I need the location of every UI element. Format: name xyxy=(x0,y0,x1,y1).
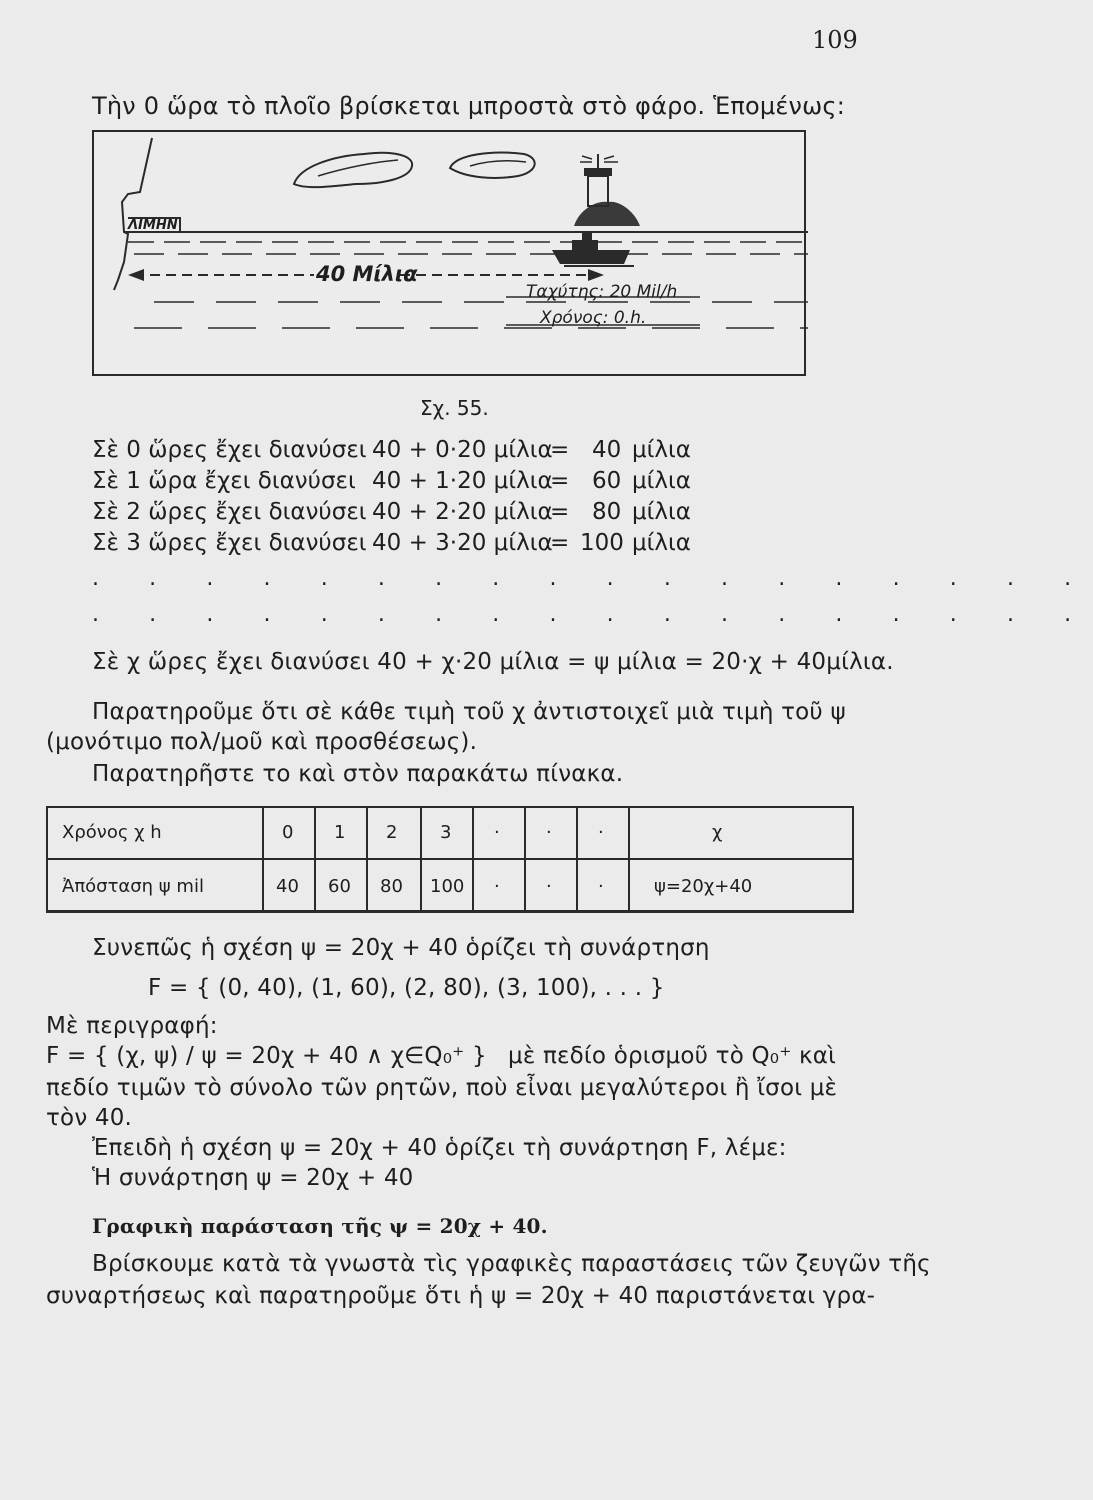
table-header-cell: Ἀπόσταση ψ mil xyxy=(62,876,204,897)
row-lead: Σὲ 3 ὥρες ἔχει διανύσει xyxy=(92,530,367,556)
row-unit: μίλια xyxy=(632,530,691,556)
table-divider xyxy=(46,806,48,912)
row-equals: = xyxy=(550,437,570,463)
distance-row xyxy=(92,529,792,557)
lighthouse-icon xyxy=(574,154,640,226)
row-value: 80 xyxy=(592,499,622,525)
description-label: Μὲ περιγραφή: xyxy=(46,1013,218,1039)
description-domain: μὲ πεδίο ὁρισμοῦ τὸ Q₀⁺ καὶ xyxy=(508,1043,837,1069)
general-row: Σὲ χ ὥρες ἔχει διανύσει 40 + χ·20 μίλια = ψ μίλια = 20·χ + 40μίλια. xyxy=(92,649,894,675)
row-unit: μίλια xyxy=(632,468,691,494)
table-cell: · xyxy=(494,876,500,897)
row-expr: 40 + 2·20 μίλια xyxy=(372,499,553,525)
description-line: τὸν 40. xyxy=(46,1105,133,1131)
body-line: Βρίσκουμε κατὰ τὰ γνωστὰ τὶς γραφικὲς παραστάσεις τῶν ζευγῶν τῆς xyxy=(92,1251,931,1277)
table-mid-rule xyxy=(46,858,854,860)
table-cell: 40 xyxy=(276,876,299,897)
row-equals: = xyxy=(550,468,570,494)
table-cell: · xyxy=(494,822,500,843)
function-name: Ἡ συνάρτηση ψ = 20χ + 40 xyxy=(92,1165,414,1191)
table-cell: · xyxy=(598,876,604,897)
ship-icon xyxy=(552,232,634,266)
body-line: συναρτήσεως καὶ παρατηροῦμε ὅτι ἡ ψ = 20χ + 40 παριστάνεται γρα- xyxy=(46,1283,876,1309)
cloud-detail-2 xyxy=(470,161,526,166)
table-divider xyxy=(472,806,474,912)
time-label: Χρόνος: 0.h. xyxy=(540,308,647,328)
distance-row xyxy=(92,467,792,495)
table-divider xyxy=(262,806,264,912)
table-bottom-rule xyxy=(46,910,854,913)
page-number: 109 xyxy=(812,26,858,54)
values-table xyxy=(46,806,854,914)
distance-row xyxy=(92,498,792,526)
table-top-rule xyxy=(46,806,854,808)
row-unit: μίλια xyxy=(632,437,691,463)
table-cell: 1 xyxy=(334,822,346,843)
since-line: Ἐπειδὴ ἡ σχέση ψ = 20χ + 40 ὁρίζει τὴ συνάρτηση F, λέμε: xyxy=(92,1135,787,1161)
row-expr: 40 + 3·20 μίλια xyxy=(372,530,553,556)
table-cell: 3 xyxy=(440,822,452,843)
description-formula: F = { (χ, ψ) / ψ = 20χ + 40 ∧ χ∈Q₀⁺ } xyxy=(46,1043,487,1069)
table-cell: 2 xyxy=(386,822,398,843)
conclusion-line: Συνεπῶς ἡ σχέση ψ = 20χ + 40 ὁρίζει τὴ συνάρτηση xyxy=(92,935,710,961)
row-expr: 40 + 0·20 μίλια xyxy=(372,437,553,463)
row-value: 60 xyxy=(592,468,622,494)
cloud-icon xyxy=(294,153,412,187)
speed-label: Ταχύτης: 20 Mil/h xyxy=(526,282,678,302)
row-lead: Σὲ 1 ὥρα ἔχει διανύσει xyxy=(92,468,356,494)
ellipsis-line: . . . . . . . . . . . . . . . . . . xyxy=(92,602,1093,627)
table-divider xyxy=(628,806,630,912)
table-cell: 0 xyxy=(282,822,294,843)
row-lead: Σὲ 2 ὥρες ἔχει διανύσει xyxy=(92,499,367,525)
coastline xyxy=(114,138,152,290)
intro-line: Τὴν 0 ὥρα τὸ πλοῖο βρίσκεται μπροστὰ στὸ φάρο. Ἑπομένως: xyxy=(92,92,845,120)
table-cell: · xyxy=(598,822,604,843)
table-divider xyxy=(420,806,422,912)
table-divider xyxy=(366,806,368,912)
cloud-detail xyxy=(318,160,398,176)
row-value: 40 xyxy=(592,437,622,463)
row-value: 100 xyxy=(580,530,624,556)
observe-line: Παρατηροῦμε ὅτι σὲ κάθε τιμὴ τοῦ χ ἀντιστοιχεῖ μιὰ τιμὴ τοῦ ψ xyxy=(92,699,846,725)
row-lead: Σὲ 0 ὥρες ἔχει διανύσει xyxy=(92,437,367,463)
distance-label: 40 Μίλια xyxy=(316,262,418,286)
figure-ship-lighthouse xyxy=(92,130,806,376)
ellipsis-line: . . . . . . . . . . . . . . . . . . xyxy=(92,566,1093,591)
table-cell: ψ=20χ+40 xyxy=(654,876,753,897)
row-expr: 40 + 1·20 μίλια xyxy=(372,468,553,494)
table-divider xyxy=(524,806,526,912)
table-divider xyxy=(576,806,578,912)
distance-row xyxy=(92,436,792,464)
observe-line: Παρατηρῆστε το καὶ στὸν παρακάτω πίνακα. xyxy=(92,761,624,787)
function-set: F = { (0, 40), (1, 60), (2, 80), (3, 100), . . . } xyxy=(148,975,665,1001)
observe-line: (μονότιμο πολ/μοῦ καὶ προσθέσεως). xyxy=(46,729,478,755)
table-cell: χ xyxy=(712,822,723,843)
figure-drawing xyxy=(94,132,808,378)
table-divider xyxy=(852,806,854,912)
row-equals: = xyxy=(550,499,570,525)
table-divider xyxy=(314,806,316,912)
table-cell: 80 xyxy=(380,876,403,897)
cloud-icon-2 xyxy=(450,153,535,178)
table-cell: 60 xyxy=(328,876,351,897)
section-heading: Γραφικὴ παράσταση τῆς ψ = 20χ + 40. xyxy=(92,1214,548,1238)
row-equals: = xyxy=(550,530,570,556)
harbor-label: ΛΙΜΗΝ xyxy=(128,218,178,233)
table-cell: · xyxy=(546,876,552,897)
table-header-cell: Χρόνος χ h xyxy=(62,822,162,843)
row-unit: μίλια xyxy=(632,499,691,525)
table-cell: · xyxy=(546,822,552,843)
table-cell: 100 xyxy=(430,876,465,897)
description-line: πεδίο τιμῶν τὸ σύνολο τῶν ρητῶν, ποὺ εἶναι μεγαλύτεροι ἢ ἴσοι μὲ xyxy=(46,1075,838,1101)
figure-caption: Σχ. 55. xyxy=(420,396,489,420)
